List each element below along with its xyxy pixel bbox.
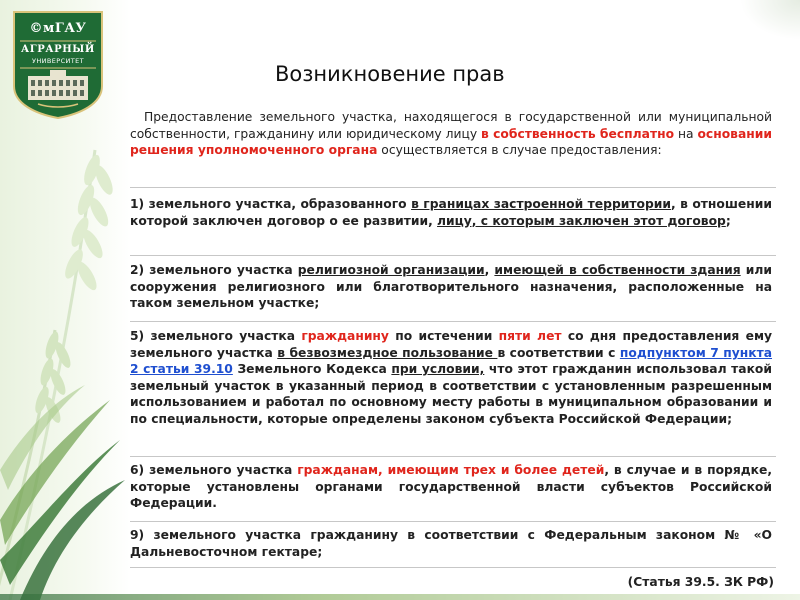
logo-line-agrarian: АГРАРНЫЙ <box>21 44 95 55</box>
item2-underline-1: религиозной организации <box>297 263 485 277</box>
list-item-5 <box>130 328 772 428</box>
item6-text-1: 6) земельного участка <box>130 463 298 477</box>
item5-text-6: что этот гражданин использовал такой земельный участок в указанный период в соответствии с установленным разрешенным использованием и работал по основному месту работы в муниципальном образовании и по специальности, которые определены законом субъекта Российской Федерации; <box>130 362 772 426</box>
divider <box>130 187 776 188</box>
item2-text-2: , <box>484 263 495 277</box>
list-item-6 <box>130 462 772 512</box>
item5-underline-condition: при условии, <box>391 362 485 377</box>
list-item-2 <box>130 262 772 312</box>
intro-text-3: осуществляется в случае предоставления: <box>377 143 662 158</box>
divider <box>130 456 776 457</box>
item1-text-3: ; <box>725 213 731 228</box>
logo-title: ©мГАУ <box>29 21 87 36</box>
intro-highlight-free-ownership: в собственность бесплатно <box>481 126 675 141</box>
item5-text-3: со дня предоставления ему земельного участка <box>130 329 773 360</box>
divider <box>130 321 776 322</box>
list-item-1 <box>130 196 772 229</box>
intro-paragraph <box>130 109 772 159</box>
item2-text-1: 2) земельного участка <box>130 263 298 277</box>
list-item-9 <box>130 527 772 560</box>
divider <box>130 521 776 522</box>
divider <box>130 567 776 568</box>
item1-text-2: , в отношении которой заключен договор о ее развитии, <box>130 197 772 228</box>
item9-text: 9) земельного участка гражданину в соответствии с Федеральным законом № «О Дальневосточном гектаре; <box>130 528 772 559</box>
intro-highlight-decision: основании решения уполномоченного органа <box>130 126 772 158</box>
bottom-decorative-strip <box>0 594 800 600</box>
university-logo <box>10 8 106 120</box>
item5-text-2: по истечении <box>388 329 499 343</box>
item5-highlight-five-years: пяти лет <box>498 329 562 343</box>
item2-text-3: или сооружения религиозного или благотворительного назначения, расположенные на таком земельном участке; <box>130 263 772 311</box>
intro-text-1: Предоставление земельного участка, находящегося в государственной или муниципальной собственности, гражданину или юридическому лицу <box>130 110 772 141</box>
intro-text-2: на <box>674 126 698 141</box>
divider <box>130 255 776 256</box>
source-citation: (Статья 39.5. ЗК РФ) <box>627 575 774 589</box>
item5-underline-free-use: в безвозмездное пользование <box>277 345 498 360</box>
article-link[interactable]: подпунктом 7 пункта 2 статьи 39.10 <box>130 345 773 377</box>
page-title: Возникновение прав <box>275 62 505 86</box>
item6-highlight-large-families: гражданам, имеющим трех и более детей <box>297 463 605 477</box>
item5-text-4: в соответствии с <box>497 345 620 360</box>
item5-highlight-citizen: гражданину <box>301 329 389 343</box>
corner-shadow <box>740 0 800 40</box>
item1-text-1: 1) земельного участка, образованного <box>130 197 412 211</box>
item2-underline-2: имеющей в собственности здания <box>494 263 741 277</box>
item1-underline-2: лицу, с которым заключен этот договор <box>437 213 726 228</box>
item5-text-5: Земельного Кодекса <box>232 362 392 377</box>
item1-underline-1: в границах застроенной территории <box>411 197 671 211</box>
item6-text-2: , в случае и в порядке, которые установлены органами государственной власти субъектов Российской Федерации. <box>130 463 773 511</box>
item5-text-1: 5) земельного участка <box>130 329 302 343</box>
logo-line-university: УНИВЕРСИТЕТ <box>31 57 85 65</box>
